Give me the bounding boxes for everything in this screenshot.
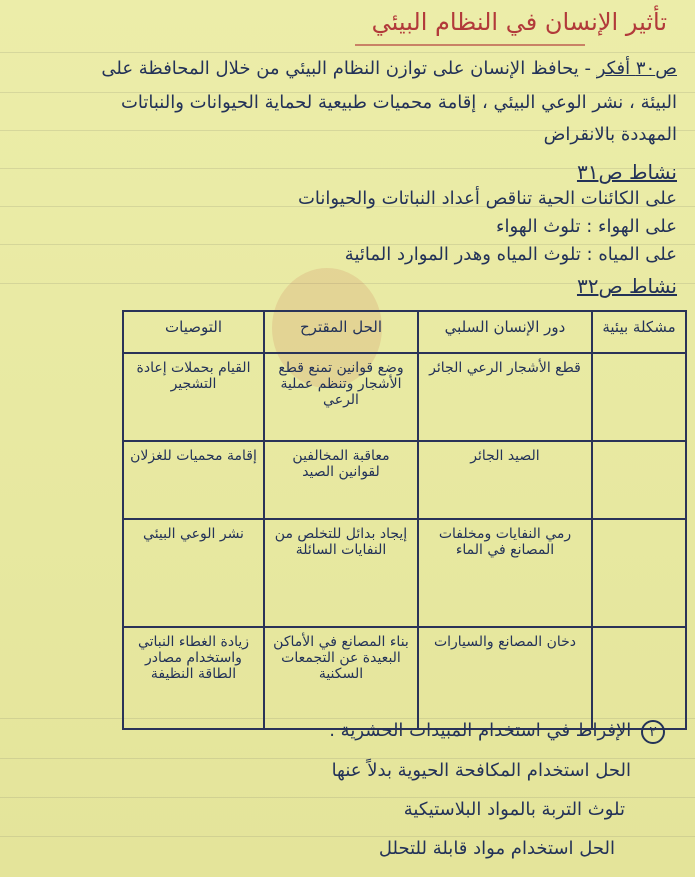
title-underline	[355, 44, 585, 46]
answer-label: ص٣٠ أفكر	[596, 58, 677, 79]
table-cell: معاقبة المخالفين لقوانين الصيد	[264, 441, 418, 519]
table-cell: قطع الأشجار الرعي الجائر	[418, 353, 592, 441]
activity1-item: على المياه : تلوث المياه وهدر الموارد المائية	[344, 244, 677, 265]
table-cell: رمي النفايات ومخلفات المصانع في الماء	[418, 519, 592, 627]
table-cell: زيادة الغطاء النباتي واستخدام مصادر الطاقة النظيفة	[123, 627, 264, 729]
extra-line-3: تلوث التربة بالمواد البلاستيكية	[403, 799, 625, 820]
answer-line-3: المهددة بالانقراض	[543, 124, 677, 145]
table-header: مشكلة بيئية	[592, 311, 686, 353]
table-cell	[592, 353, 686, 441]
table-cell: وضع قوانين تمنع قطع الأشجار وتنظم عملية الرعي	[264, 353, 418, 441]
ruled-line	[0, 836, 695, 837]
item-number: ٢	[641, 720, 665, 744]
ruled-line	[0, 758, 695, 759]
extra-line-4: الحل استخدام مواد قابلة للتحلل	[378, 838, 615, 859]
answer-text-1: يحافظ الإنسان على توازن النظام البيئي من خلال المحافظة على	[101, 58, 579, 79]
table-cell: إيجاد بدائل للتخلص من النفايات السائلة	[264, 519, 418, 627]
table-cell: نشر الوعي البيئي	[123, 519, 264, 627]
page-title: تأثير الإنسان في النظام البيئي	[371, 8, 667, 36]
table-cell: بناء المصانع في الأماكن البعيدة عن التجمعات السكنية	[264, 627, 418, 729]
table-cell: القيام بحملات إعادة التشجير	[123, 353, 264, 441]
table-row	[123, 627, 686, 729]
answer-line-1: ص٣٠ أفكر - يحافظ الإنسان على توازن النظام البيئي من خلال المحافظة على	[101, 58, 677, 79]
extra-line-1	[329, 720, 665, 744]
ruled-line	[0, 797, 695, 798]
ruled-line	[0, 52, 695, 53]
activity1-item: على الهواء : تلوث الهواء	[496, 216, 677, 237]
table-cell	[592, 441, 686, 519]
table-cell: الصيد الجائر	[418, 441, 592, 519]
table-cell	[592, 519, 686, 627]
extra-line-2: الحل استخدام المكافحة الحيوية بدلاً عنها	[331, 760, 631, 781]
table-row	[123, 441, 686, 519]
table-header: دور الإنسان السلبي	[418, 311, 592, 353]
table-row	[123, 519, 686, 627]
activity1-item: على الكائنات الحية تناقص أعداد النباتات والحيوانات	[297, 188, 677, 209]
table-cell: دخان المصانع والسيارات	[418, 627, 592, 729]
problems-table	[122, 310, 687, 730]
activity1-heading: نشاط ص٣١	[576, 160, 677, 184]
table-header: الحل المقترح	[264, 311, 418, 353]
table-header-row	[123, 311, 686, 353]
extra-text-1: الإفراط في استخدام المبيدات الحشرية .	[329, 720, 632, 741]
table-cell	[592, 627, 686, 729]
answer-line-2: البيئة ، نشر الوعي البيئي ، إقامة محميات طبيعية لحماية الحيوانات والنباتات	[120, 92, 677, 113]
activity2-heading: نشاط ص٣٢	[576, 274, 677, 298]
table-cell: إقامة محميات للغزلان	[123, 441, 264, 519]
table-header: التوصيات	[123, 311, 264, 353]
table-row	[123, 353, 686, 441]
